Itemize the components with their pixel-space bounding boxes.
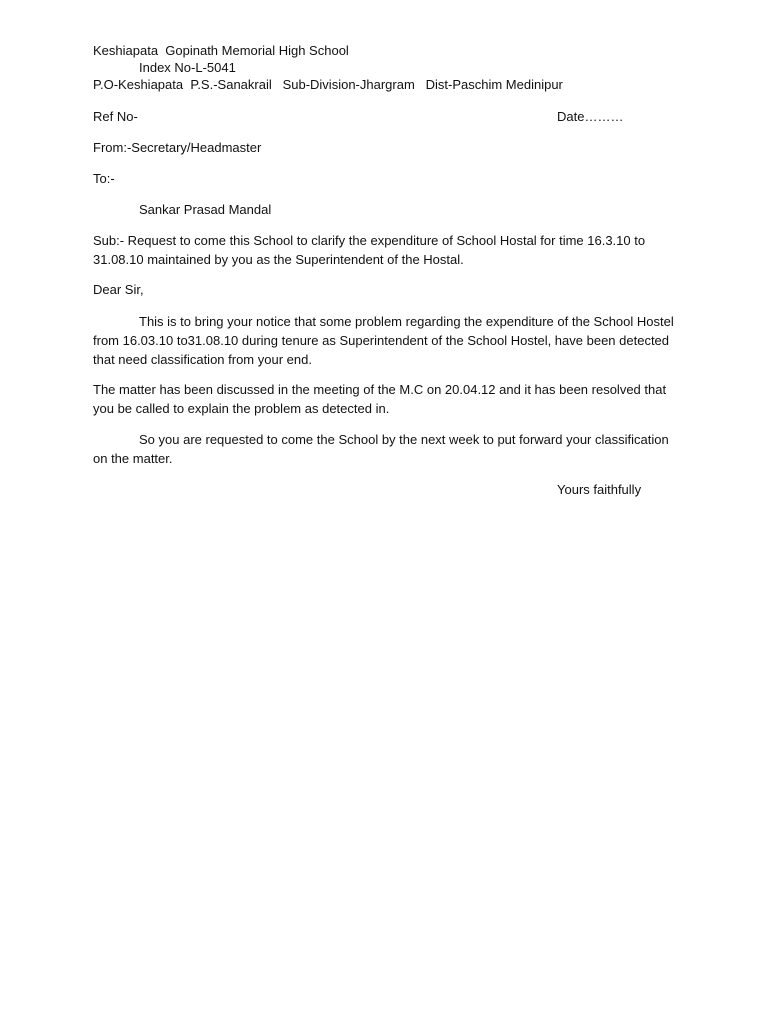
- letter-date: Date………: [557, 109, 624, 124]
- subject-line: Sub:- Request to come this School to clarify the expenditure of School Hostal for time 16.3.10 to 31.08.10 maintained by you as the Superintendent of the Hostal.: [93, 233, 646, 267]
- to-label: To:-: [93, 171, 115, 186]
- from-line: From:-Secretary/Headmaster: [93, 140, 262, 155]
- index-number: Index No-L-5041: [139, 60, 236, 75]
- salutation: Dear Sir,: [93, 282, 144, 297]
- body-paragraph-2: The matter has been discussed in the meeting of the M.C on 20.04.12 and it has been resolved that you be called to explain the problem as detected in.: [93, 382, 667, 416]
- closing: Yours faithfully: [557, 482, 642, 497]
- school-address: P.O-Keshiapata P.S.-Sanakrail Sub-Division-Jhargram Dist-Paschim Medinipur: [93, 77, 563, 92]
- school-name: Keshiapata Gopinath Memorial High School: [93, 43, 349, 58]
- ref-number: Ref No-: [93, 109, 138, 124]
- body-paragraph-3: So you are requested to come the School by the next week to put forward your classification on the matter.: [93, 432, 669, 466]
- body-paragraph-1: This is to bring your notice that some problem regarding the expenditure of the School Hostel from 16.03.10 to31.08.10 during tenure as Superintendent of the School Hostel, have been detected that need classification from your end.: [93, 314, 674, 367]
- recipient-name: Sankar Prasad Mandal: [139, 202, 272, 217]
